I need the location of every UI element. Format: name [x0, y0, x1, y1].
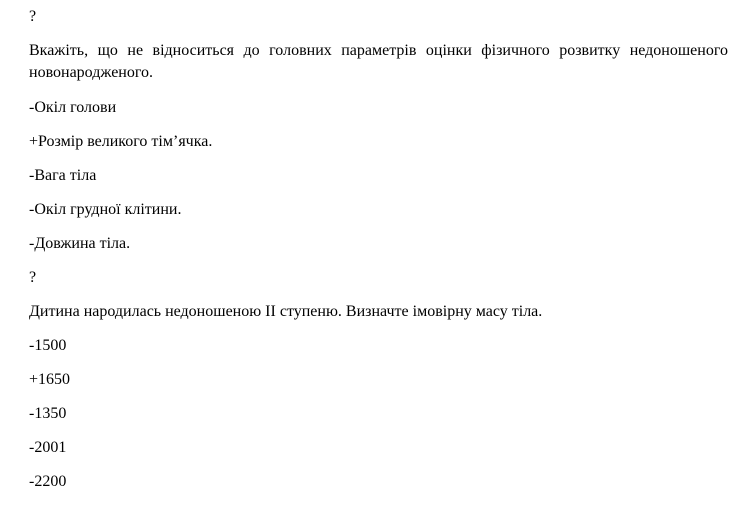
- answer-option: -Вага тіла: [29, 167, 97, 184]
- question-text: Дитина народилась недоношеною ІІ ступеню. Визначте імовірну масу тіла.: [29, 303, 543, 320]
- answer-option: -1350: [29, 405, 67, 422]
- answer-option: -Окіл грудної клітини.: [29, 201, 182, 218]
- question-marker: ?: [29, 269, 37, 286]
- answer-option: -2200: [29, 473, 67, 490]
- answer-option: -2001: [29, 439, 67, 456]
- question-text: Вкажіть, що не відноситься до головних параметрів оцінки фізичного розвитку недоношеного новонародженого.: [29, 42, 728, 81]
- question-marker: ?: [29, 8, 37, 25]
- answer-option: -1500: [29, 337, 67, 354]
- answer-option: -Окіл голови: [29, 99, 117, 116]
- answer-option: +Розмір великого тім’ячка.: [29, 133, 213, 150]
- answer-option: +1650: [29, 371, 71, 388]
- answer-option: -Довжина тіла.: [29, 235, 131, 252]
